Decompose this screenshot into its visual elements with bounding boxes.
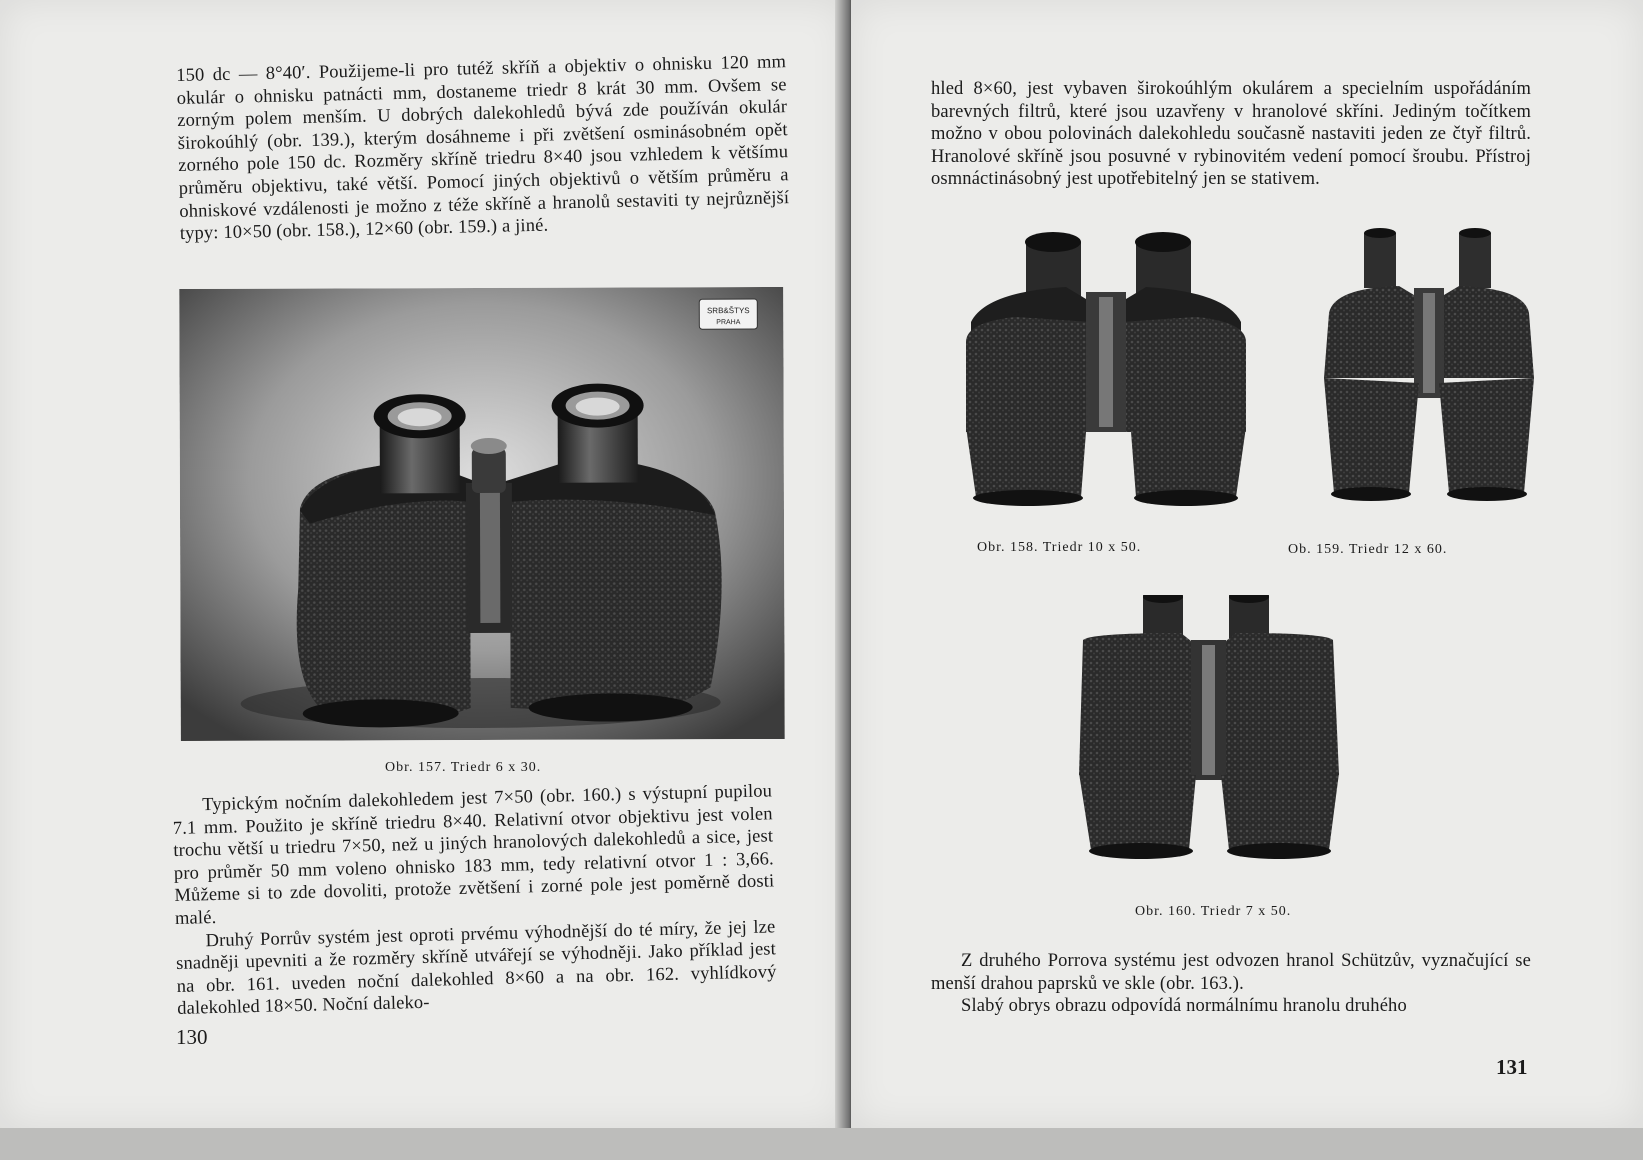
right-text-block-2: Z druhého Porrova systému jest odvozen hranol Schützův, vyznačující se menší drahou paprsků ve skle (obr. 163.). <box>931 951 1531 994</box>
right-text-block-1: hled 8×60, jest vybaven širokoúhlým okulárem a specielním uspořádáním barevných filtrů, které jsou uzavřeny v hranolové skříni. Jediným točítkem možno v obou polovinách dalekohledu současně nastaviti jeden ze čtyř filtrů. Hranolové skříně jsou posuvné v rybinovitém vedení pomocí šroubu. Přístroj osmnáctinásobný jest upotřebitelný jen se stativem. <box>931 79 1531 190</box>
figure-160-photo <box>1071 595 1346 880</box>
figure-157-caption: Obr. 157. Triedr 6 x 30. <box>385 760 542 775</box>
figure-159-photo <box>1309 228 1549 523</box>
figure-158-caption: Obr. 158. Triedr 10 x 50. <box>977 540 1142 555</box>
right-paragraph-2 <box>931 950 1531 1018</box>
left-text-block-2: Typickým nočním dalekohledem jest 7×50 (obr. 160.) s výstupní pupilou 7.1 mm. Použito je skříně triedru 8×40. Relativní otvor objektivu jest volen trochu větší u triedru 7×50, než u jiných hranolových dalekohledů a sice, jest pro průměr 50 mm voleno ohnisko 183 mm, tedy relativní otvor 1 : 3,66. Můžeme si to zde dovoliti, protože zvětšení i zorné pole jest poměrně dosti malé. <box>172 781 775 929</box>
figure-159-caption: Ob. 159. Triedr 12 x 60. <box>1288 542 1448 557</box>
figure-157-photo <box>179 287 785 741</box>
figure-158-photo <box>956 232 1256 522</box>
left-paragraph-1 <box>176 51 790 246</box>
book-bottom-edge <box>0 1128 1643 1160</box>
figure-160-caption: Obr. 160. Triedr 7 x 50. <box>1135 904 1292 919</box>
right-page-number: 131 <box>1496 1055 1528 1079</box>
right-paragraph-1 <box>931 78 1531 191</box>
left-page-number: 130 <box>176 1025 208 1049</box>
left-text-block-1: 150 dc — 8°40′. Použijeme-li pro tutéž skříň a objektiv o ohnisku 120 mm okulár o ohnisku patnácti mm, dostaneme triedr 8 krát 30 mm. Ovšem se zorným polem menším. U dobrých dalekohledů bývá zde používán okulár širokoúhlý (obr. 139.), kterým dosáhneme i při zvětšení osminásobném opět zorného pole 150 dc. Rozměry skříně triedru 8×40 jsou vzhledem k většímu průměru objektivu, také větší. Pomocí jiných objektivů o větším průměru a ohniskové vzdálenosti je možno z téže skříně a hranolů sestaviti ty nejrůznější typy: 10×50 (obr. 158.), 12×60 (obr. 159.) a jiné. <box>176 52 790 245</box>
right-text-block-3: Slabý obrys obrazu odpovídá normálnímu hranolu druhého <box>961 996 1407 1017</box>
right-page <box>851 0 1643 1128</box>
logo-line-1: SRB&ŠTYS <box>706 306 750 316</box>
logo-line-2: PRAHA <box>716 319 741 327</box>
left-paragraph-2 <box>172 780 777 1021</box>
left-text-block-3: Druhý Porrův systém jest oproti prvému výhodnější do té míry, že jej lze snadněji upevniti a že rozměry skříně utvářejí se výhodněji. Jako příklad jest na obr. 161. uveden noční dalekohled 8×60 a na obr. 162. vyhlídkový dalekohled 18×50. Noční daleko- <box>175 916 777 1020</box>
